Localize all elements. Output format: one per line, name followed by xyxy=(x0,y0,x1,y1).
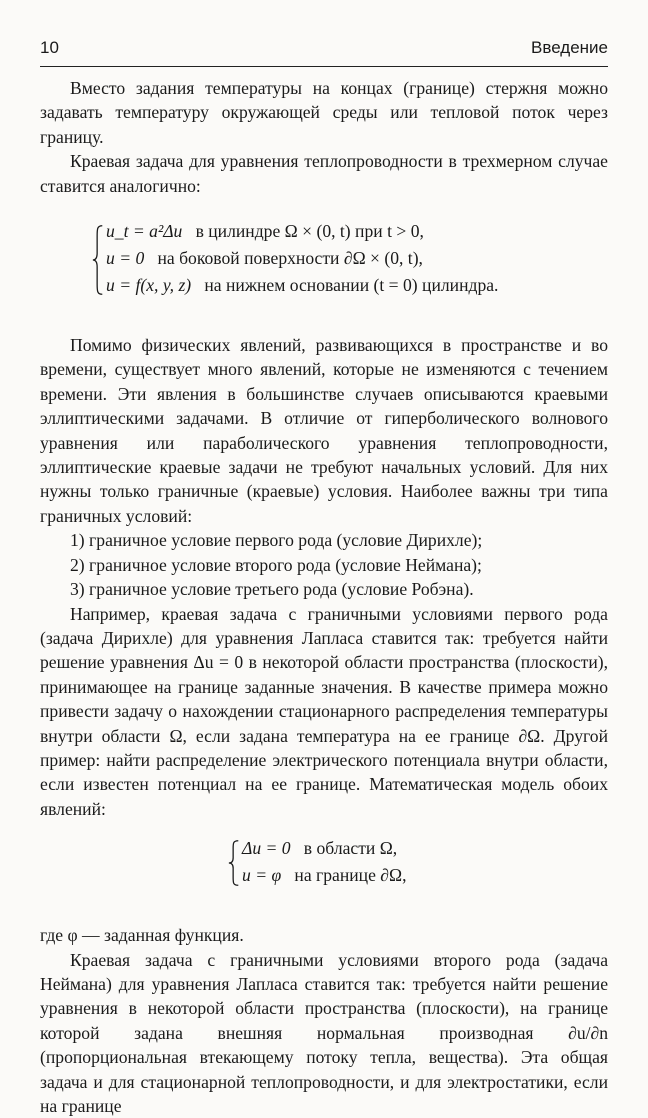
system2-eq-2: u = φ xyxy=(242,865,282,886)
system1-cond-2: на боковой поверхности ∂Ω × (0, t), xyxy=(157,248,423,269)
system1-row-3 xyxy=(106,272,498,299)
system2-cond-2: на границе ∂Ω, xyxy=(294,865,407,886)
list-item: 2) граничное условие второго рода (условие Неймана); xyxy=(70,554,482,575)
system2-eq-1: Δu = 0 xyxy=(242,838,291,859)
running-header xyxy=(40,38,608,64)
paragraph-4: Например, краевая задача с граничными условиями первого рода (задача Дирихле) для уравнения Лапласа ставится так: требуется найти решение уравнения Δu = 0 в некоторой области пространства (плоскости), принимающее на границе заданные значения. В качестве примера можно привести задачу о нахождении стационарного распределения температуры внутри области Ω, если задана температура на ее границе ∂Ω. Другой пример: найти распределение электрического потенциала внутри области, если известен потенциал на ее границе. Математическая модель обоих явлений: xyxy=(40,603,608,819)
system1-cond-3: на нижнем основании (t = 0) цилиндра. xyxy=(204,275,499,296)
system1-eq-3: u = f(x, y, z) xyxy=(106,275,192,296)
system1-eq-2: u = 0 xyxy=(106,248,145,269)
equation-system-2 xyxy=(228,835,608,895)
system1-row-2 xyxy=(106,245,498,272)
system1-eq-1: u_t = a²Δu xyxy=(106,221,183,242)
paragraph-5: где φ — заданная функция. xyxy=(40,925,244,946)
paragraph-3: Помимо физических явлений, развивающихся в пространстве и во времени, существует много явлений, которые не изменяются с течением времени. Эти явления в большинстве случаев описываются краевыми эллиптическими задачами. В отличие от гиперболического волнового уравнения или параболического уравнения теплопроводности, эллиптические краевые задачи не требуют начальных условий. Для них нужны только граничные (краевые) условия. Наиболее важны три типа граничных условий: xyxy=(40,335,608,526)
paragraph-2: Краевая задача для уравнения теплопроводности в трехмерном случае ставится аналогично: xyxy=(40,151,608,196)
system1-row-1 xyxy=(106,218,498,245)
paragraph-1: Вместо задания температуры на концах (границе) стержня можно задавать температуру окружающей среды или тепловой поток через границу. xyxy=(40,78,608,147)
section-title: Введение xyxy=(531,38,608,57)
system2-row-1 xyxy=(242,835,406,862)
system2-cond-1: в области Ω, xyxy=(303,838,398,859)
list-item: 1) граничное условие первого рода (условие Дирихле); xyxy=(70,530,483,551)
boundary-conditions-list xyxy=(40,528,608,601)
left-brace-icon xyxy=(228,835,240,891)
system1-cond-1: в цилиндре Ω × (0, t) при t > 0, xyxy=(195,221,424,242)
equation-system-1 xyxy=(92,218,608,306)
page-body xyxy=(40,76,608,1118)
header-rule xyxy=(40,66,608,67)
paragraph-6: Краевая задача с граничными условиями второго рода (задача Неймана) для уравнения Лапласа ставится так: требуется найти решение уравнения в некоторой области пространства (плоскости), на границе которой задана внешняя нормальная производная ∂u/∂n (пропорциональная втекающему потоку тепла, вещества). Эта общая задача и для стационарной теплопроводности, и для электростатики, если на границе xyxy=(40,949,608,1116)
page-number: 10 xyxy=(40,38,59,57)
left-brace-icon xyxy=(92,218,104,302)
system2-row-2 xyxy=(242,862,406,889)
list-item: 3) граничное условие третьего рода (условие Робэна). xyxy=(70,579,474,600)
